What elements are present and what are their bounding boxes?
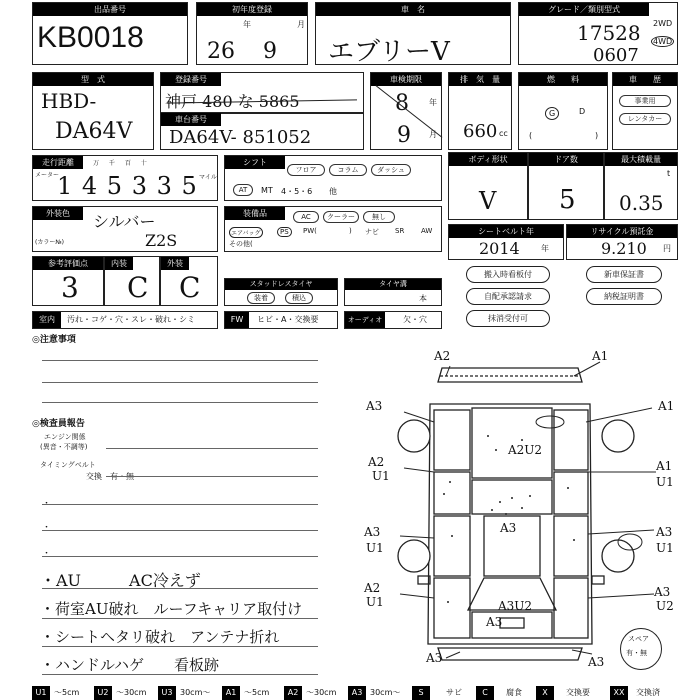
fw-box	[224, 311, 338, 329]
report-line	[42, 674, 318, 675]
seatbelt-box	[448, 224, 564, 260]
lot-label: 出品番号	[33, 3, 187, 16]
score-value: 3	[61, 271, 79, 304]
load-label: 最大積載量	[605, 153, 677, 166]
shift-at: AT	[233, 184, 253, 196]
notes-line	[42, 382, 318, 383]
legend-value: 交換要	[566, 688, 590, 697]
fw-label: FW	[225, 312, 249, 328]
history-opt-business: 事業用	[619, 95, 671, 107]
doors-label: ドア数	[529, 153, 603, 166]
inspection-box	[370, 72, 442, 150]
mileage-digits: 1 4 5 3 3 5	[57, 172, 198, 200]
mark-a2: A2	[434, 349, 451, 363]
legend-key: A3	[348, 686, 366, 700]
mileage-unit: マイル	[199, 174, 217, 181]
recycle-unit: 円	[663, 244, 671, 253]
report-line	[42, 588, 318, 589]
shift-mt: MT	[261, 186, 273, 195]
mark-a3: A3	[486, 615, 503, 629]
shift-opt-floor: フロア	[287, 164, 325, 176]
first-reg-box	[196, 2, 308, 65]
exterior-label: 外装	[161, 257, 189, 270]
studless-opt-loaded: 積込	[285, 292, 313, 304]
exterior-value: C	[179, 271, 201, 304]
equip-ps: PS	[277, 227, 292, 237]
equip-cooler: クーラー	[323, 211, 359, 223]
history-opt-rental: レンタカー	[619, 113, 671, 125]
report-line	[42, 646, 318, 647]
seatbelt-label: シートベルト年	[449, 225, 563, 238]
mark-a3u2: A3U2	[498, 599, 533, 613]
inspection-label: 車検期限	[371, 73, 441, 86]
score-box	[32, 256, 104, 306]
color-box	[32, 206, 218, 252]
legend-value: サビ	[446, 688, 462, 697]
color-code: Z2S	[145, 231, 178, 250]
mark-u2: U2	[656, 599, 674, 613]
displacement-unit: cc	[499, 129, 508, 138]
doors-box	[528, 152, 604, 220]
report-line	[42, 556, 318, 557]
shift-box	[224, 155, 442, 201]
first-reg-month: 9	[263, 39, 277, 64]
shift-gears: 4・5・6	[281, 187, 313, 196]
car-name-label: 車 名	[316, 3, 510, 16]
displacement-label: 排 気 量	[449, 73, 511, 86]
model-box	[32, 72, 154, 150]
chassis-box	[160, 112, 364, 150]
model-value-2: DA64V	[55, 119, 133, 144]
notes-line	[42, 402, 318, 403]
body-box	[448, 152, 528, 220]
fuel-box	[518, 72, 608, 150]
mark-a1: A1	[658, 399, 675, 413]
mark-a2u2: A2U2	[508, 443, 543, 457]
report-entry: ・荷室AU破れ ルーフキャリア取付け	[40, 600, 303, 618]
mark-a2: A2	[368, 455, 385, 469]
fuel-paren-r: )	[595, 131, 599, 140]
studless-label: スタッドレスタイヤ	[225, 279, 337, 290]
seatbelt-value: 2014	[479, 239, 520, 258]
color-code-label: (カラー№)	[35, 239, 64, 246]
inspector-heading: ◎検査員報告	[32, 419, 85, 429]
shift-label: シフト	[225, 156, 285, 169]
grade-box	[518, 2, 678, 65]
mark-a3: A3	[366, 399, 383, 413]
mark-u1: U1	[372, 469, 390, 483]
doc-signboard: 搬入時看板付	[466, 266, 550, 283]
drive-2wd: 2WD	[653, 19, 673, 28]
studless-opt-mounted: 装着	[247, 292, 275, 304]
interior-value: C	[127, 271, 149, 304]
fuel-opt-g: G	[545, 107, 559, 120]
interior-label: 内装	[105, 257, 133, 270]
recycle-box	[566, 224, 678, 260]
doc-self-approval: 自配承認請求	[466, 288, 550, 305]
mark-a1: A1	[656, 459, 673, 473]
spare-label: スペア	[628, 635, 649, 643]
model-value-1: HBD-	[41, 89, 97, 113]
load-value: 0.35	[619, 191, 664, 215]
mark-u1: U1	[656, 541, 674, 555]
equipment-box	[224, 206, 442, 252]
history-label: 車 歴	[613, 73, 677, 86]
legend-value: 〜5cm	[54, 688, 80, 697]
room-box	[32, 311, 218, 329]
chassis-value: DA64V- 851052	[169, 127, 312, 148]
mileage-unit-top: 万 千 百 十	[93, 160, 147, 167]
color-value: シルバー	[93, 212, 156, 231]
equip-none: 無し	[363, 211, 395, 223]
mileage-box	[32, 155, 218, 201]
report-bullet: ・	[42, 549, 52, 559]
report-line	[42, 530, 318, 531]
engine-label-2: (異音・不調等)	[40, 443, 88, 451]
grade-value-1: 17528	[577, 21, 641, 45]
exterior-box	[160, 256, 218, 306]
legend-value: 交換済	[636, 688, 660, 697]
mileage-side-label: メーター	[35, 172, 60, 179]
legend-key: C	[476, 686, 494, 700]
room-items: 汚れ・コゲ・穴・スレ・破れ・シミ	[67, 315, 195, 324]
legend-value: 腐食	[506, 688, 522, 697]
legend-key: A2	[284, 686, 302, 700]
fuel-opt-d: D	[579, 107, 586, 116]
notes-line	[42, 360, 318, 361]
first-reg-label: 初年度登録	[197, 3, 307, 16]
first-reg-year: 26	[207, 39, 235, 64]
spare-value: 有・無	[626, 649, 647, 657]
mark-u1: U1	[366, 595, 384, 609]
doors-value: 5	[559, 185, 576, 215]
mark-a3: A3	[364, 525, 381, 539]
timing-label-1: タイミングベルト	[40, 461, 96, 469]
equip-airbag: エアバッグ	[229, 227, 263, 238]
inspection-month-unit: 月	[429, 130, 437, 139]
recycle-label: リサイクル預託金	[567, 225, 677, 238]
displacement-value: 660	[463, 121, 498, 142]
engine-line	[106, 448, 318, 449]
first-reg-month-unit: 月	[297, 20, 305, 29]
legend-value: 〜30cm	[116, 688, 147, 697]
body-value: V	[479, 187, 497, 215]
studless-box	[224, 278, 338, 306]
load-unit: t	[667, 169, 671, 178]
registration-box	[160, 72, 364, 114]
mark-a3: A3	[656, 525, 673, 539]
mark-a1: A1	[592, 349, 609, 363]
legend-bar	[0, 686, 700, 700]
legend-value: 30cm〜	[370, 688, 401, 697]
shift-opt-dash: ダッシュ	[371, 164, 411, 176]
equip-pw-close: )	[349, 227, 352, 235]
displacement-box	[448, 72, 512, 150]
legend-value: 〜5cm	[244, 688, 270, 697]
report-bullet: ・	[42, 523, 52, 533]
mark-a2: A2	[364, 581, 381, 595]
grade-label: グレード／類別型式	[519, 3, 649, 16]
mark-u1: U1	[656, 475, 674, 489]
legend-value: 30cm〜	[180, 688, 211, 697]
legend-value: 〜30cm	[306, 688, 337, 697]
room-label: 室内	[33, 312, 61, 328]
engine-label-1: エンジン関係	[44, 433, 86, 441]
legend-key: X	[536, 686, 554, 700]
fuel-paren-l: (	[529, 131, 533, 140]
history-box	[612, 72, 678, 150]
drive-4wd: 4WD	[653, 37, 673, 46]
doc-warranty: 新車保証書	[586, 266, 662, 283]
legend-key: S	[412, 686, 430, 700]
chassis-label: 車台番号	[161, 113, 221, 126]
body-label: ボディ形状	[449, 153, 527, 166]
registration-label: 登録番号	[161, 73, 221, 86]
doc-tax-cert: 納税証明書	[586, 288, 662, 305]
equip-ac: AC	[293, 211, 319, 223]
car-name-box	[315, 2, 511, 65]
car-name-value: エブリーV	[328, 37, 450, 67]
legend-key: U1	[32, 686, 50, 700]
inspection-month: 9	[397, 123, 411, 148]
fuel-label: 燃 料	[519, 73, 607, 86]
model-label: 型 式	[33, 73, 153, 86]
equipment-label: 装備品	[225, 207, 285, 220]
timing-line	[106, 476, 318, 477]
tire-label: タイヤ溝	[345, 279, 441, 290]
audio-box	[344, 311, 442, 329]
legend-key: XX	[610, 686, 628, 700]
first-reg-year-unit: 年	[243, 20, 251, 29]
report-entry: ・ハンドルハゲ 看板跡	[40, 656, 219, 674]
lot-number: KB0018	[37, 21, 144, 54]
equip-sr: SR	[395, 227, 405, 235]
timing-label-2: 交換 有・無	[86, 472, 134, 481]
equip-other: その他(	[229, 240, 253, 248]
color-label: 外装色	[33, 207, 83, 220]
interior-box	[104, 256, 160, 306]
report-line	[42, 504, 318, 505]
lot-box	[32, 2, 188, 65]
report-bullet: ・	[42, 499, 52, 509]
audio-items: 欠・穴	[403, 315, 427, 324]
fw-items: ヒビ・A・交換要	[257, 315, 319, 324]
score-label: 参考評価点	[33, 257, 103, 270]
legend-key: U3	[158, 686, 176, 700]
equip-pw: PW(	[303, 227, 317, 235]
notes-heading: ◎注意事項	[32, 335, 76, 345]
report-line	[42, 618, 318, 619]
tire-box	[344, 278, 442, 306]
equip-aw: AW	[421, 227, 433, 235]
equip-navi: ナビ	[365, 228, 379, 236]
mileage-label: 走行距離	[33, 156, 83, 169]
report-entry: ・シートヘタリ破れ アンテナ折れ	[40, 628, 280, 646]
mark-u1: U1	[366, 541, 384, 555]
recycle-value: 9.210	[601, 239, 647, 258]
load-box	[604, 152, 678, 220]
inspection-year: 8	[395, 91, 409, 116]
registration-value: 神戸 480 な 5865	[165, 92, 300, 111]
inspection-year-unit: 年	[429, 98, 437, 107]
mark-a3: A3	[500, 521, 517, 535]
report-entry: ・AU AC冷えず	[40, 571, 201, 590]
shift-ma: 他	[329, 187, 337, 196]
seatbelt-unit: 年	[541, 244, 549, 253]
grade-value-2: 0607	[593, 45, 639, 66]
mark-a3: A3	[426, 651, 443, 665]
doc-deregistration: 抹消受付可	[466, 310, 550, 327]
legend-key: A1	[222, 686, 240, 700]
mark-a3: A3	[654, 585, 671, 599]
tire-unit: 本	[419, 294, 427, 303]
shift-opt-column: コラム	[329, 164, 367, 176]
audio-label: オーディオ	[345, 312, 385, 328]
legend-key: U2	[94, 686, 112, 700]
mark-a3: A3	[588, 655, 605, 669]
